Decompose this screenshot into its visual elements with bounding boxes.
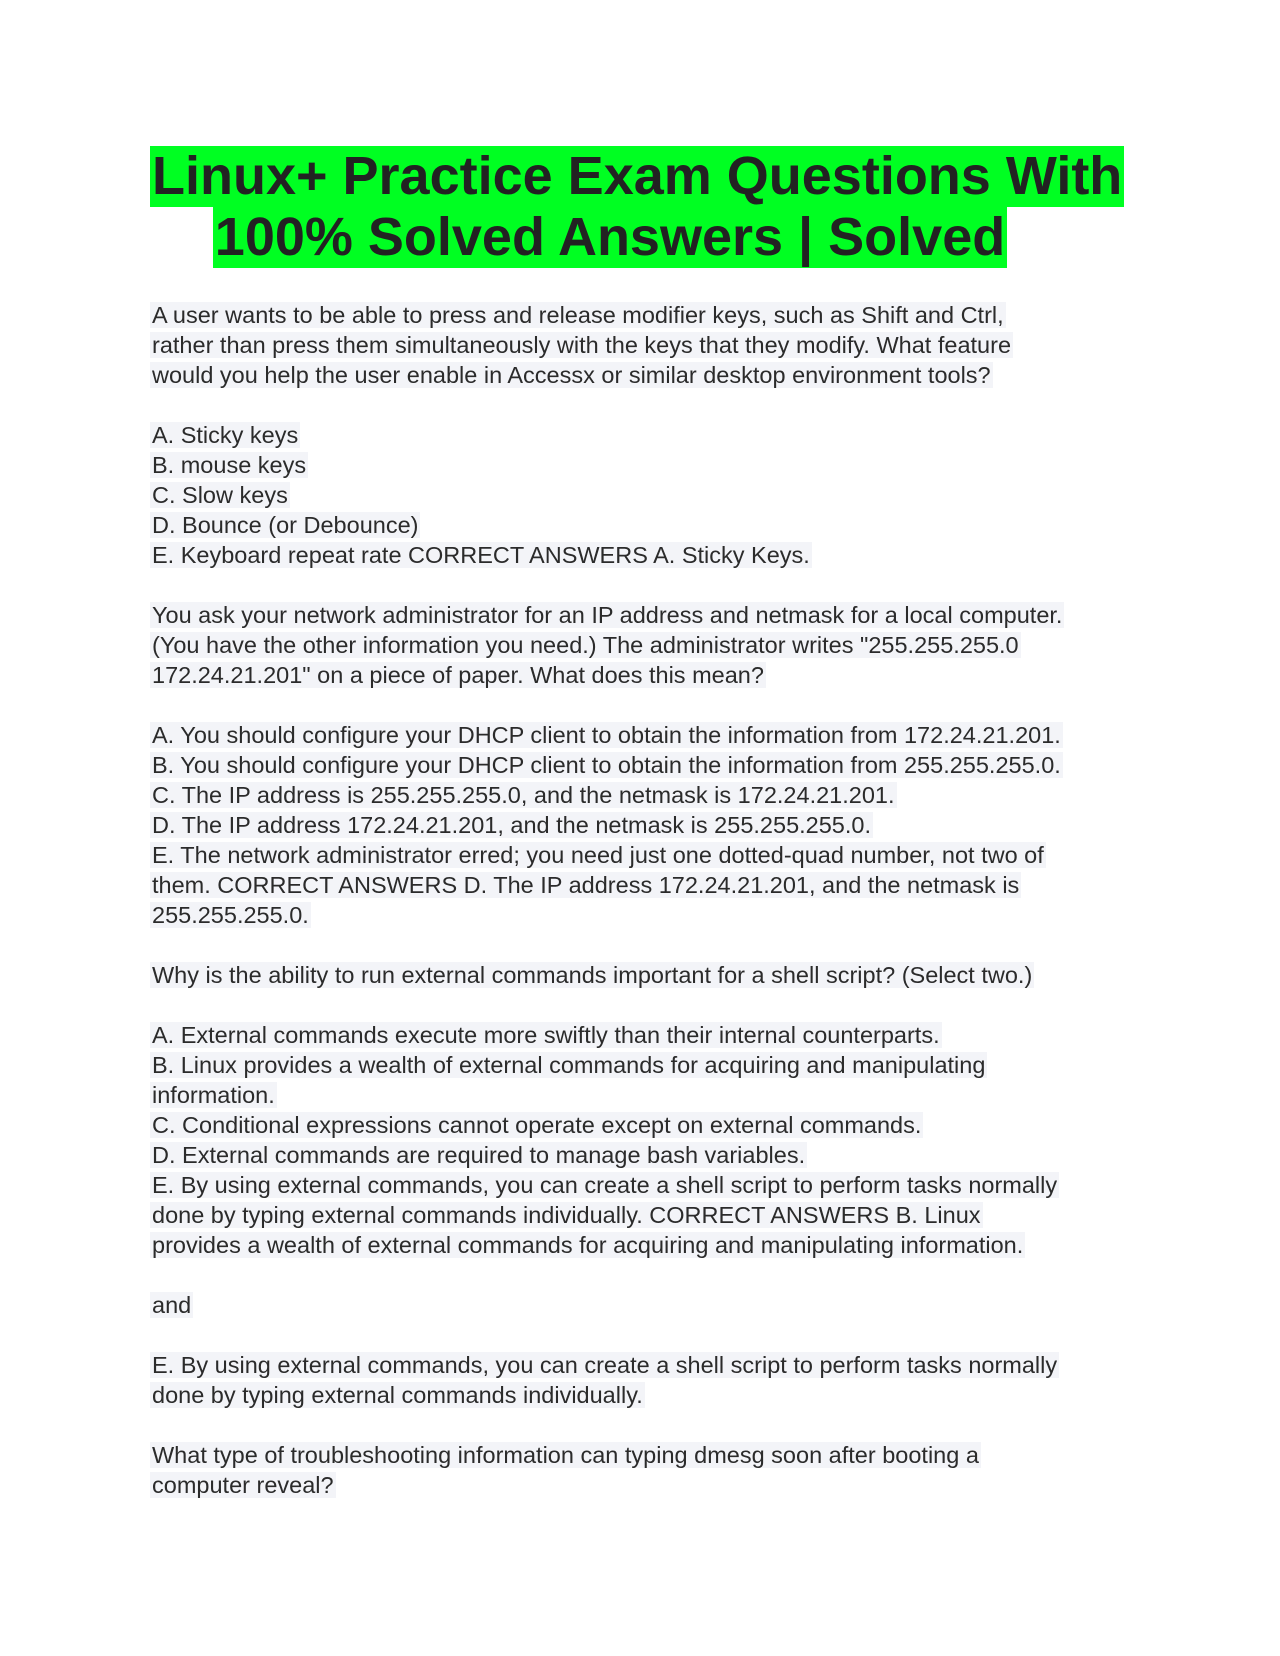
- paragraph-gap: [150, 990, 1150, 1020]
- paragraph-gap: [150, 690, 1150, 720]
- paragraph-gap: [150, 390, 1150, 420]
- text-block: [150, 1440, 1150, 1500]
- text-line-content: What type of troubleshooting information can typing dmesg soon after booting a: [152, 1442, 979, 1468]
- text-block: [150, 960, 1150, 990]
- text-line: [150, 1170, 1150, 1200]
- text-line: [150, 510, 1150, 540]
- text-line: [150, 1020, 1150, 1050]
- text-line-content: done by typing external commands individually. CORRECT ANSWERS B. Linux: [152, 1202, 981, 1228]
- text-line: [150, 1200, 1150, 1230]
- text-line: [150, 1470, 1150, 1500]
- text-line: [150, 840, 1150, 870]
- paragraph-gap: [150, 1260, 1150, 1290]
- text-line: [150, 1140, 1150, 1170]
- text-line-content: A. You should configure your DHCP client to obtain the information from 172.24.21.201.: [152, 722, 1061, 748]
- text-line: [150, 1050, 1150, 1080]
- text-line-content: D. The IP address 172.24.21.201, and the netmask is 255.255.255.0.: [152, 812, 871, 838]
- text-line: [150, 1080, 1150, 1110]
- paragraph-gap: [150, 570, 1150, 600]
- text-line-content: E. By using external commands, you can create a shell script to perform tasks normally: [152, 1172, 1058, 1198]
- text-line-content: E. By using external commands, you can create a shell script to perform tasks normally: [152, 1352, 1058, 1378]
- text-line-content: C. Slow keys: [152, 482, 288, 508]
- text-line-content: B. Linux provides a wealth of external commands for acquiring and manipulating: [152, 1052, 986, 1078]
- text-line-content: C. The IP address is 255.255.255.0, and the netmask is 172.24.21.201.: [152, 782, 895, 808]
- text-line-content: and: [152, 1292, 192, 1318]
- text-line-content: 255.255.255.0.: [152, 902, 309, 928]
- text-line-content: A. External commands execute more swiftly than their internal counterparts.: [152, 1022, 940, 1048]
- text-line-content: would you help the user enable in Accessx or similar desktop environment tools?: [152, 362, 991, 388]
- text-line-content: 172.24.21.201" on a piece of paper. What does this mean?: [152, 662, 764, 688]
- text-line: [150, 870, 1150, 900]
- text-line-content: done by typing external commands individually.: [152, 1382, 643, 1408]
- text-line: [150, 1110, 1150, 1140]
- text-line: [150, 1350, 1150, 1380]
- title-line: 100% Solved Answers | Solved: [214, 207, 1006, 267]
- text-line: [150, 900, 1150, 930]
- text-line-content: You ask your network administrator for an IP address and netmask for a local computer.: [152, 602, 1063, 628]
- text-line: [150, 660, 1150, 690]
- text-line-content: E. Keyboard repeat rate CORRECT ANSWERS A. Sticky Keys.: [152, 542, 810, 568]
- text-line-content: E. The network administrator erred; you need just one dotted-quad number, not two of: [152, 842, 1044, 868]
- text-line: [150, 810, 1150, 840]
- text-line: [150, 750, 1150, 780]
- text-line-content: them. CORRECT ANSWERS D. The IP address 172.24.21.201, and the netmask is: [152, 872, 1020, 898]
- text-line-content: provides a wealth of external commands for acquiring and manipulating information.: [152, 1232, 1024, 1258]
- text-line: [150, 720, 1150, 750]
- text-block: [150, 720, 1150, 930]
- text-line-content: A. Sticky keys: [152, 422, 299, 448]
- document-title: [150, 146, 1123, 268]
- text-line-content: Why is the ability to run external commands important for a shell script? (Select two.): [152, 962, 1033, 988]
- text-line: [150, 1230, 1150, 1260]
- text-line: [150, 420, 1150, 450]
- text-line: [150, 540, 1150, 570]
- text-block: [150, 600, 1150, 690]
- text-line: [150, 780, 1150, 810]
- text-line-content: D. Bounce (or Debounce): [152, 512, 419, 538]
- text-line: [150, 360, 1150, 390]
- text-line-content: B. mouse keys: [152, 452, 307, 478]
- text-line-content: D. External commands are required to manage bash variables.: [152, 1142, 806, 1168]
- text-line-content: A user wants to be able to press and release modifier keys, such as Shift and Ctrl,: [152, 302, 1004, 328]
- text-line: [150, 330, 1150, 360]
- paragraph-gap: [150, 1410, 1150, 1440]
- title-line: Linux+ Practice Exam Questions With: [152, 146, 1123, 206]
- text-line-content: computer reveal?: [152, 1472, 334, 1498]
- paragraph-gap: [150, 1320, 1150, 1350]
- text-line: [150, 300, 1150, 330]
- text-line: [150, 450, 1150, 480]
- text-line-content: B. You should configure your DHCP client to obtain the information from 255.255.255.0.: [152, 752, 1061, 778]
- text-line-content: rather than press them simultaneously with the keys that they modify. What feature: [152, 332, 1012, 358]
- text-block: [150, 300, 1150, 390]
- text-block: [150, 1020, 1150, 1260]
- text-line: [150, 1380, 1150, 1410]
- document-body: [150, 300, 1150, 1500]
- text-line-content: C. Conditional expressions cannot operate except on external commands.: [152, 1112, 922, 1138]
- paragraph-gap: [150, 930, 1150, 960]
- text-line: [150, 1290, 1150, 1320]
- text-line-content: (You have the other information you need.) The administrator writes "255.255.255.0: [152, 632, 1019, 658]
- text-line: [150, 600, 1150, 630]
- text-line-content: information.: [152, 1082, 275, 1108]
- text-line: [150, 1440, 1150, 1470]
- text-block: [150, 420, 1150, 570]
- text-block: [150, 1290, 1150, 1320]
- text-block: [150, 1350, 1150, 1410]
- text-line: [150, 630, 1150, 660]
- text-line: [150, 480, 1150, 510]
- text-line: [150, 960, 1150, 990]
